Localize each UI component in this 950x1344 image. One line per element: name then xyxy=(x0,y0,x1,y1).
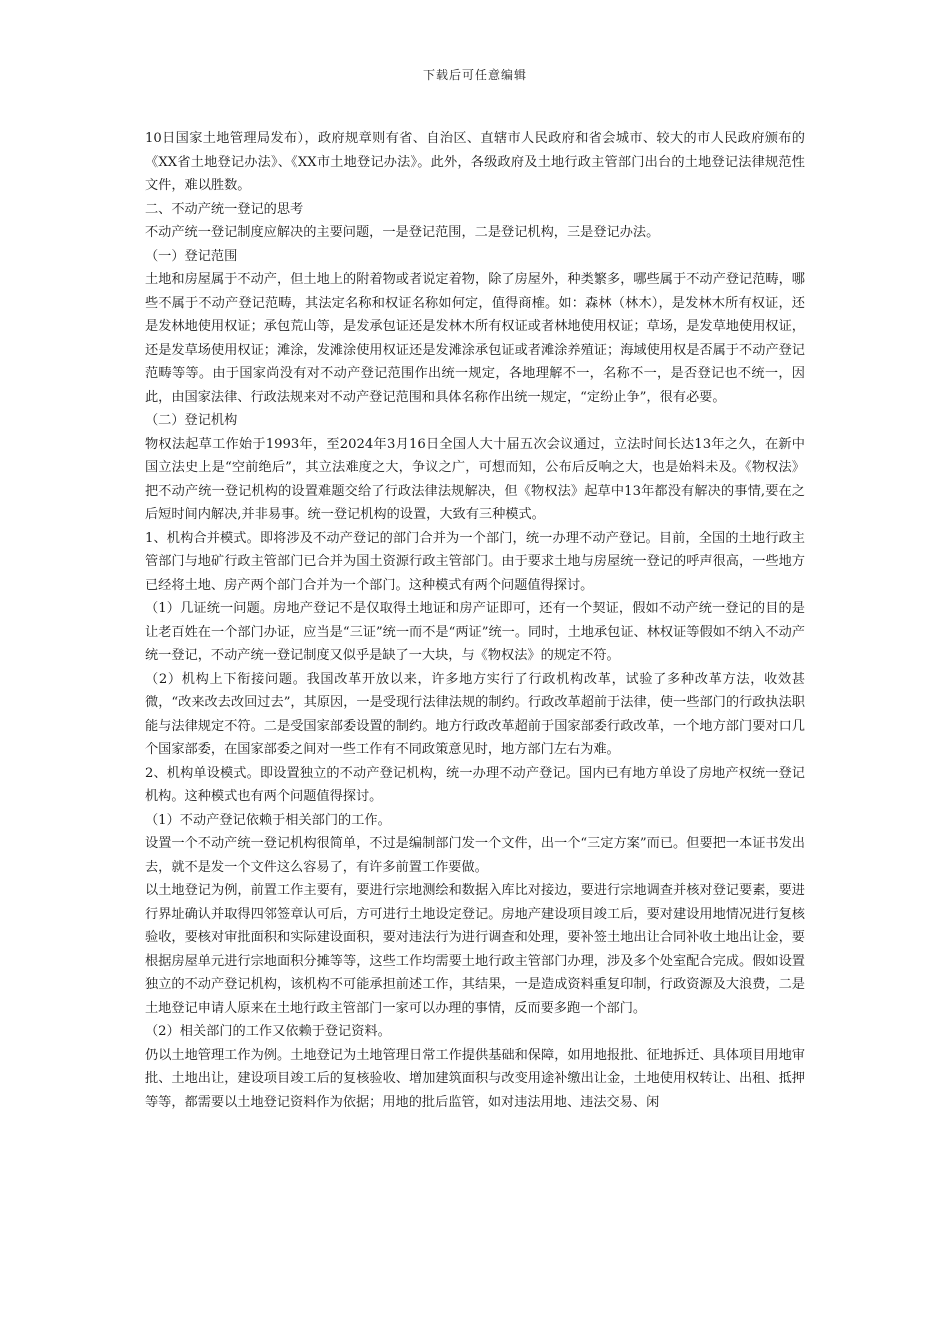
paragraph: 物权法起草工作始于1993年，至2024年3月16日全国人大十届五次会议通过，立法时间长达13年之久，在新中国立法史上是“空前绝后”，其立法难度之大，争议之广，可想而知，公布后反响之大，也是始料未及。《物权法》把不动产统一登记机构的设置难题交给了行政法律法规解决，但《物权法》起草中13年都没有解决的事情,要在之后短时间内解决,并非易事。统一登记机构的设置，大致有三种模式。 xyxy=(145,436,805,522)
subsection-heading: （一）登记范围 xyxy=(145,248,238,264)
paragraph: （1）几证统一问题。房地产登记不是仅取得土地证和房产证即可，还有一个契证，假如不动产统一登记的目的是让老百姓在一个部门办证，应当是“三证”统一而不是“两证”统一。同时，土地承包证、林权证等假如不纳入不动产统一登记，不动产统一登记制度又似乎是缺了一大块，与《物权法》的规定不符。 xyxy=(145,601,805,663)
paragraph: 1、机构合并模式。即将涉及不动产登记的部门合并为一个部门，统一办理不动产登记。目前，全国的土地行政主管部门与地矿行政主管部门已合并为国土资源行政主管部门。由于要求土地与房屋统一登记的呼声很高，一些地方已经将土地、房产两个部门合并为一个部门。这种模式有两个问题值得探讨。 xyxy=(145,530,805,593)
paragraph: 10日国家土地管理局发布），政府规章则有省、自治区、直辖市人民政府和省会城市、较大的市人民政府颁布的《XX省土地登记办法》、《XX市土地登记办法》。此外，各级政府及土地行政主管部门出台的土地登记法律规范性文件，难以胜数。 xyxy=(145,131,805,193)
paragraph: （2）机构上下衔接问题。我国改革开放以来，许多地方实行了行政机构改革，试验了多种改革方法，收效甚微，“改来改去改回过去”，其原因，一是受现行法律法规的制约。行政改革超前于法律，使一些部门的行政执法职能与法律规定不符。二是受国家部委设置的制约。地方行政改革超前于国家部委行政改革，一个地方部门要对口几个国家部委，在国家部委之间对一些工作有不同政策意见时，地方部门左右为难。 xyxy=(145,671,805,757)
paragraph: 仍以土地管理工作为例。土地登记为土地管理日常工作提供基础和保障，如用地报批、征地拆迁、具体项目用地审批、土地出让，建设项目竣工后的复核验收、增加建筑面积与改变用途补缴出让金，土地使用权转让、出租、抵押等等，都需要以土地登记资料作为依据；用地的批后监管，如对违法用地、违法交易、闲 xyxy=(145,1047,805,1110)
paragraph: 设置一个不动产统一登记机构很简单，不过是编制部门发一个文件，出一个“三定方案”而已。但要把一本证书发出去，就不是发一个文件这么容易了，有许多前置工作要做。 xyxy=(145,836,805,875)
section-heading: 二、不动产统一登记的思考 xyxy=(145,201,304,217)
subsection-heading: （1）不动产登记依赖于相关部门的工作。 xyxy=(145,812,391,828)
document-body xyxy=(145,127,805,1114)
paragraph: 不动产统一登记制度应解决的主要问题，一是登记范围，二是登记机构，三是登记办法。 xyxy=(145,225,660,240)
paragraph: 以土地登记为例，前置工作主要有，要进行宗地测绘和数据入库比对接边，要进行宗地调查并核对登记要素，要进行界址确认并取得四邻签章认可后，方可进行土地设定登记。房地产建设项目竣工后，要对建设用地情况进行复核验收，要核对审批面积和实际建设面积，要对违法行为进行调查和处理，要补签土地出让合同补收土地出让金，要根据房屋单元进行宗地面积分摊等等，这些工作均需要土地行政主管部门办理，涉及多个处室配合完成。假如设置独立的不动产登记机构，该机构不可能承担前述工作，其结果，一是造成资料重复印制，行政资源及大浪费，二是土地登记申请人原来在土地行政主管部门一家可以办理的事情，反而要多跑一个部门。 xyxy=(145,883,805,1016)
subsection-heading: （二）登记机构 xyxy=(145,413,238,428)
paragraph: 土地和房屋属于不动产，但土地上的附着物或者说定着物，除了房屋外，种类繁多，哪些属于不动产登记范畴，哪些不属于不动产登记范畴，其法定名称和权证名称如何定，值得商榷。如：森林（林木），是发林木所有权证，还是发林地使用权证；承包荒山等，是发承包证还是发林木所有权证或者林地使用权证；草场，是发草地使用权证，还是发草场使用权证；滩涂，发滩涂使用权证还是发滩涂承包证或者滩涂养殖证；海域使用权是否属于不动产登记范畴等等。由于国家尚没有对不动产登记范围作出统一规定，各地理解不一，名称不一，是否登记也不统一，因此，由国家法律、行政法规来对不动产登记范围和具体名称作出统一规定，“定纷止争”，很有必要。 xyxy=(145,272,805,405)
paragraph: 2、机构单设模式。即设置独立的不动产登记机构，统一办理不动产登记。国内已有地方单设了房地产权统一登记机构。这种模式也有两个问题值得探讨。 xyxy=(145,765,805,804)
subsection-heading: （2）相关部门的工作又依赖于登记资料。 xyxy=(145,1024,391,1039)
page-header: 下载后可任意编辑 xyxy=(422,68,527,82)
